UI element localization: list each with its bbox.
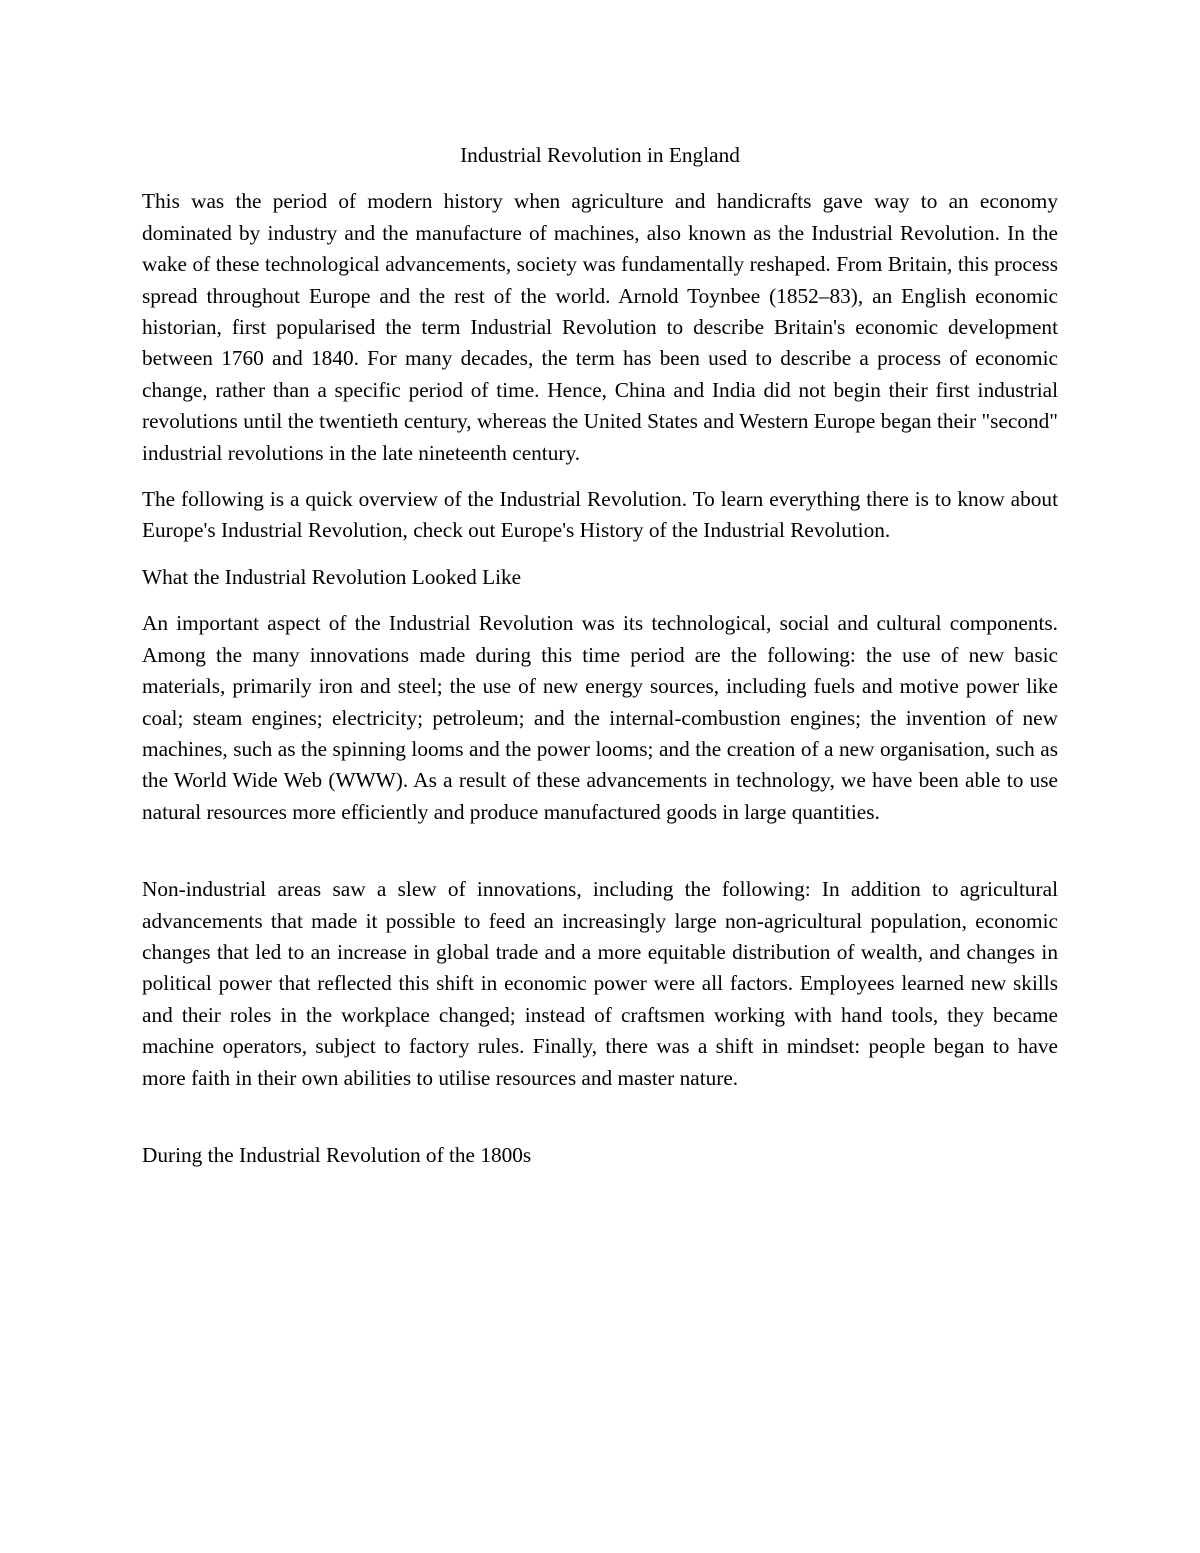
paragraph-non-industrial: Non-industrial areas saw a slew of innovations, including the following: In addition to agricultural advancements that made it possible to feed an increasingly large non-agricultural population, economic changes that led to an increase in global trade and a more equitable distribution of wealth, and changes in political power that reflected this shift in economic power were all factors. Employees learned new skills and their roles in the workplace changed; instead of craftsmen working with hand tools, they became machine operators, subject to factory rules. Finally, there was a shift in mindset: people began to have more faith in their own abilities to utilise resources and master nature. <box>142 877 1058 1090</box>
subheading-looked-like: What the Industrial Revolution Looked Like <box>142 564 522 589</box>
paragraph-intro: This was the period of modern history when agriculture and handicrafts gave way to an economy dominated by industry and the manufacture of machines, also known as the Industrial Revolution. In the wake of these technological advancements, society was fundamentally reshaped. From Britain, this process spread throughout Europe and the rest of the world. Arnold Toynbee (1852–83), an English economic historian, first popularised the term Industrial Revolution to describe Britain's economic development between 1760 and 1840. For many decades, the term has been used to describe a process of economic change, rather than a specific period of time. Hence, China and India did not begin their first industrial revolutions until the twentieth century, whereas the United States and Western Europe began their "second" industrial revolutions in the late nineteenth century. <box>142 189 1058 465</box>
paragraph-technological: An important aspect of the Industrial Revolution was its technological, social and cultural components. Among the many innovations made during this time period are the following: the use of new basic materials, primarily iron and steel; the use of new energy sources, including fuels and motive power like coal; steam engines; electricity; petroleum; and the internal-combustion engines; the invention of new machines, such as the spinning looms and the power looms; and the creation of a new organisation, such as the World Wide Web (WWW). As a result of these advancements in technology, we have been able to use natural resources more efficiently and produce manufactured goods in large quantities. <box>142 611 1058 824</box>
document-page <box>142 140 1058 1186</box>
paragraph-overview: The following is a quick overview of the Industrial Revolution. To learn everything there is to know about Europe's Industrial Revolution, check out Europe's History of the Industrial Revolution. <box>142 487 1058 543</box>
subheading-1800s: During the Industrial Revolution of the 1800s <box>142 1142 532 1167</box>
document-title: Industrial Revolution in England <box>460 143 740 167</box>
